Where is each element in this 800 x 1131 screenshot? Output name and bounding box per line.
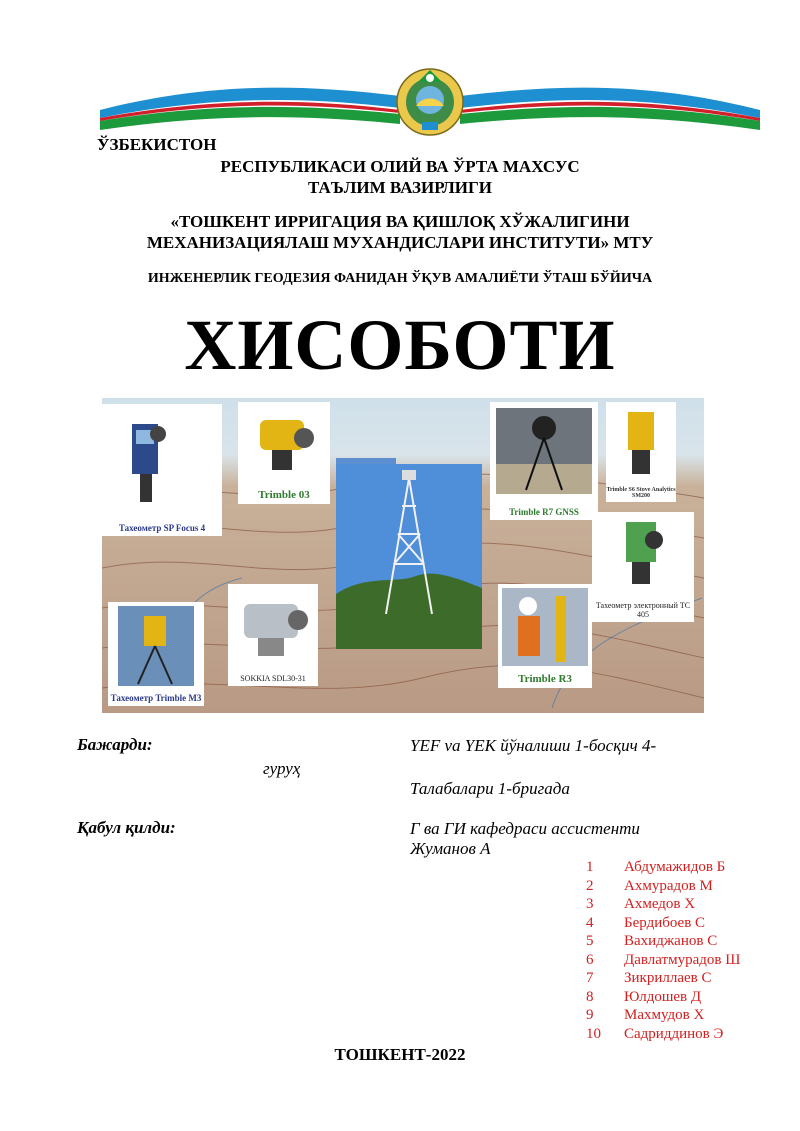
performed-label: Бажарди: [77,735,153,754]
list-item: 1 Абдумажидов Б [586,859,726,875]
photo-trimble-03: Trimble 03 [238,402,330,504]
photo-trimble-r7: Trimble R7 GNSS [490,402,598,520]
list-item: 6 Давлатмурадов Ш [586,951,741,968]
students-list [586,858,786,1043]
subject-line: ИНЖЕНЕРЛИК ГЕОДЕЗИЯ ФАНИДАН ЎҚУВ АМАЛИЁТИ ЎТАШ БЎЙИЧА [147,271,653,286]
photo-tc-405: Тахеометр электронный TC 405 [592,512,694,622]
list-item: 8 Юлдошев Д [586,988,702,1005]
list-item: 3 Ахмедов Х [586,896,696,912]
photo-trimble-s6: Trimble S6 Stove Analytics SM200 [606,402,676,502]
ministry-line-1: РЕСПУБЛИКАСИ ОЛИЙ ВА ЎРТА МАХСУС [220,157,580,176]
photo-trimble-r3: Trimble R3 [498,584,592,688]
accepted-line-2: Жуманов А [410,839,491,858]
performed-line-1: ҮЕF va ҮЕK йўналиши 1-босқич 4- [410,736,657,755]
performed-line-2: гуруҳ [263,759,301,778]
uzbekistan-emblem-icon [397,69,463,135]
list-item: 5 Вахиджанов С [586,933,718,949]
page-title: ХИСОБОТИ [184,305,616,385]
list-item: 7 Зикриллаев С [586,970,712,986]
accepted-line-1: Г ва ГИ кафедраси ассистенти [410,819,640,838]
photo-sp-focus: Тахеометр SP Focus 4 [102,404,222,536]
ministry-line-2: ТАЪЛИМ ВАЗИРЛИГИ [307,178,493,197]
photo-sokkia: SOKKIA SDL30-31 [228,584,318,686]
accepted-label: Қабул қилди: [77,818,176,837]
institute-line-1: «ТОШКЕНТ ИРРИГАЦИЯ ВА ҚИШЛОҚ ХЎЖАЛИГИНИ [170,212,630,231]
footer-city-year: ТОШКЕНТ-2022 [334,1045,466,1064]
list-item: 2 Ахмурадов М [586,877,713,894]
list-item: 10 Садриддинов Э [586,1025,724,1042]
performed-line-3: Талабалари 1-бригада [410,779,570,798]
list-item: 4 Бердибоев С [586,914,706,931]
country-name: ЎЗБЕКИСТОН [97,135,217,154]
instruments-collage [102,398,704,713]
photo-trimble-m3: Тахеометр Trimble M3 [108,602,204,706]
institute-line-2: МЕХАНИЗАЦИЯЛАШ МУХАНДИСЛАРИ ИНСТИТУТИ» МТУ [146,233,654,252]
photo-geodetic-tower [336,464,482,649]
emblem-banner [100,62,760,142]
list-item: 9 Махмудов Х [586,1007,705,1023]
